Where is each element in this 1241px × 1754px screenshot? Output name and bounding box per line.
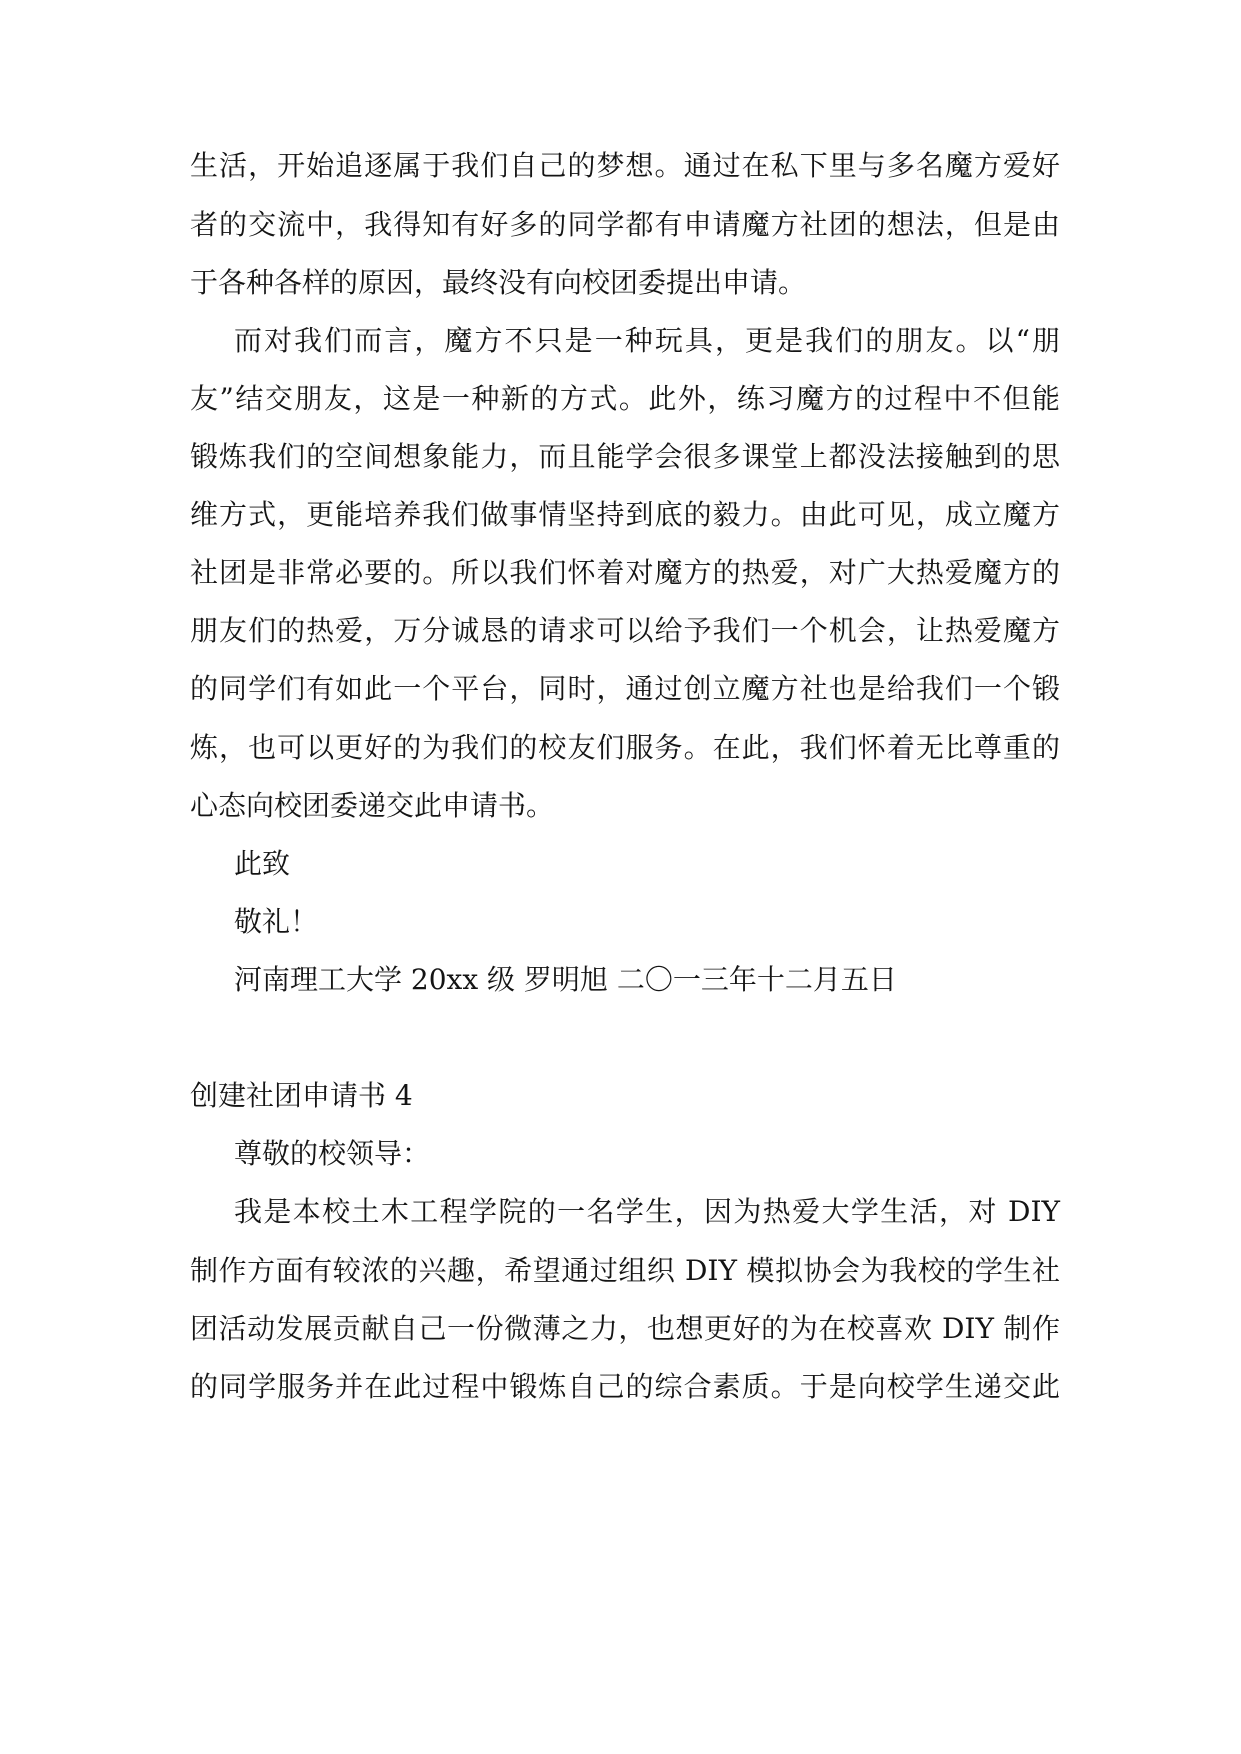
paragraph-line: 的同学服务并在此过程中锻炼自己的综合素质。于是向校学生递交此 bbox=[190, 1370, 1060, 1403]
closing-regards: 此致 bbox=[234, 847, 291, 880]
salutation: 尊敬的校领导： bbox=[234, 1137, 431, 1170]
paragraph-line: 生活，开始追逐属于我们自己的梦想。通过在私下里与多名魔方爱好 bbox=[190, 149, 1060, 182]
paragraph-line: 朋友们的热爱，万分诚恳的请求可以给予我们一个机会，让热爱魔方 bbox=[190, 614, 1060, 647]
paragraph-line: 于各种各样的原因，最终没有向校团委提出申请。 bbox=[190, 266, 807, 299]
closing-salute: 敬礼！ bbox=[234, 905, 319, 938]
paragraph-line: 者的交流中，我得知有好多的同学都有申请魔方社团的想法，但是由 bbox=[190, 208, 1060, 241]
paragraph-line: 制作方面有较浓的兴趣，希望通过组织 DIY 模拟协会为我校的学生社 bbox=[190, 1254, 1060, 1287]
paragraph-line: 友”结交朋友，这是一种新的方式。此外，练习魔方的过程中不但能 bbox=[190, 382, 1060, 415]
paragraph-line: 我是本校土木工程学院的一名学生，因为热爱大学生活，对 DIY bbox=[234, 1195, 1060, 1228]
paragraph-line: 团活动发展贡献自己一份微薄之力，也想更好的为在校喜欢 DIY 制作 bbox=[190, 1312, 1060, 1345]
signature-line: 河南理工大学 20xx 级 罗明旭 二〇一三年十二月五日 bbox=[234, 963, 897, 996]
paragraph-line: 社团是非常必要的。所以我们怀着对魔方的热爱，对广大热爱魔方的 bbox=[190, 556, 1060, 589]
section-title: 创建社团申请书 4 bbox=[190, 1079, 413, 1112]
paragraph-line: 维方式，更能培养我们做事情坚持到底的毅力。由此可见，成立魔方 bbox=[190, 498, 1060, 531]
paragraph-line: 的同学们有如此一个平台，同时，通过创立魔方社也是给我们一个锻 bbox=[190, 672, 1060, 705]
paragraph-line: 而对我们而言，魔方不只是一种玩具，更是我们的朋友。以“朋 bbox=[234, 324, 1060, 357]
paragraph-line: 锻炼我们的空间想象能力，而且能学会很多课堂上都没法接触到的思 bbox=[190, 440, 1060, 473]
paragraph-line: 炼，也可以更好的为我们的校友们服务。在此，我们怀着无比尊重的 bbox=[190, 731, 1060, 764]
paragraph-line: 心态向校团委递交此申请书。 bbox=[190, 789, 555, 822]
